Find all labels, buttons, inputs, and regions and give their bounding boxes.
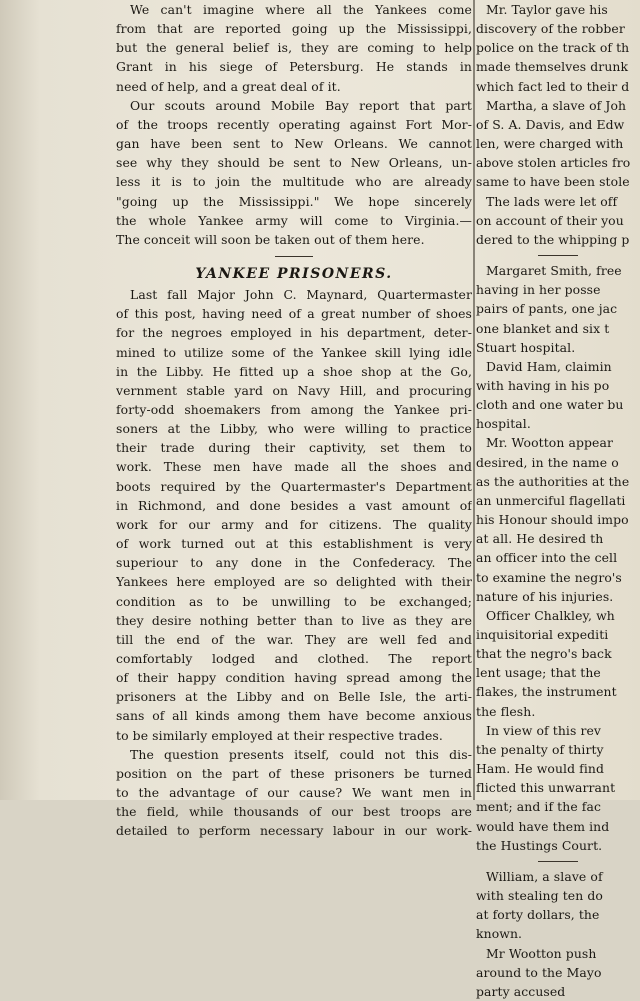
text-line: vernment stable yard on Navy Hill, and procuring [116,382,472,398]
text-line: In view of this rev [486,722,602,738]
text-line: made themselves drunk [476,59,629,75]
text-line: to be similarly employed at their respective trades. [116,727,443,743]
text-line: of their happy condition having spread among the [116,670,472,686]
paragraph-smith-ham [476,261,640,855]
text-line: boots required by the Quartermaster's Department [116,478,472,494]
text-line: nature of his injuries. [476,588,614,604]
text-line: at all. He desired th [476,531,604,547]
text-line: the field, while thousands of our best troops are [116,804,472,820]
text-line: The lads were let off [486,193,618,209]
text-line: of this post, having need of a great number of shoes [116,306,472,322]
text-line: mined to utilize some of the Yankee skill lying idle [116,344,472,360]
text-line: Grant in his siege of Petersburg. He stands in [116,59,472,75]
text-line: one blanket and six t [476,320,610,336]
text-line: in the Libby. He fitted up a shoe shop at the Go, [116,363,472,379]
text-line: "going up the Mississippi." We hope sincerely [116,193,472,209]
text-line: till the end of the war. They are well fed and [116,631,472,647]
text-line: Officer Chalkley, wh [486,607,615,623]
text-line: Margaret Smith, free [486,263,622,279]
text-line: of work turned out at this establishment is very [116,536,472,552]
text-line: David Ham, claimin [486,358,612,374]
text-line: detailed to perform necessary labour in our work- [116,823,472,839]
text-line: comfortably lodged and clothed. The report [116,651,472,666]
text-line: Mr. Taylor gave his [486,2,608,17]
text-line: that the negro's back [476,646,612,662]
text-line: The question presents itself, could not this dis- [130,746,472,762]
text-line: We can't imagine where all the Yankees come [130,2,472,17]
text-line: would have them ind [476,818,610,834]
text-line: having in her posse [476,282,601,298]
text-line: Martha, a slave of Joh [486,97,627,113]
text-line: inquisitorial expediti [476,627,609,642]
text-line: dered to the whipping p [476,231,630,247]
text-line: Ham. He would find [476,761,605,777]
text-line: William, a slave of [486,868,603,884]
text-line: work. These men have made all the shoes and [116,459,472,475]
paragraph-yankees-mississippi [116,0,472,96]
text-line: with stealing ten do [476,888,603,904]
text-line: around to the Mayo [476,964,602,980]
text-line: the Hustings Court. [476,837,603,853]
text-line: of the troops recently operating against Fort Mor- [116,116,472,132]
main-column [116,0,472,841]
text-line: at forty dollars, the [476,907,600,923]
text-line: gan have been sent to New Orleans. We cannot [116,136,472,152]
text-line: Mr Wootton push [486,945,597,961]
text-line: the penalty of thirty [476,741,604,757]
text-line: Our scouts around Mobile Bay report that part [130,97,472,113]
text-line: above stolen articles fro [476,155,631,171]
text-line: sans of all kinds among them have become anxious [116,708,472,724]
text-line: prisoners at the Libby and on Belle Isle, the arti- [116,689,472,705]
text-line: to the advantage of our cause? We want men in [116,785,472,801]
text-line: Stuart hospital. [476,339,576,355]
text-line: len, were charged with [476,136,624,152]
section-divider [538,255,578,256]
text-line: as the authorities at the [476,473,630,489]
text-line: an unmerciful flagellati [476,492,626,508]
text-line: condition as to be unwilling to be exchanged; [116,593,472,609]
text-line: flakes, the instrument [476,684,617,700]
text-line: from that are reported going up the Mississippi, [116,21,472,37]
text-line: forty-odd shoemakers from among the Yankee pri- [116,401,472,417]
text-line: Last fall Major John C. Maynard, Quartermaster [130,287,472,303]
text-line: an officer into the cell [476,550,618,566]
text-line: flicted this unwarrant [476,780,616,796]
paragraph-mobile-bay [116,96,472,249]
paragraph-shoe-shop [116,285,472,745]
text-line: need of help, and a great deal of it. [116,78,341,94]
paragraph-william [476,867,640,1001]
text-line: with having in his po [476,377,610,393]
article-heading: YANKEE PRISONERS. [195,266,393,283]
text-line: ment; and if the fac [476,799,602,815]
text-line: which fact led to their d [476,78,630,94]
column-rule [473,0,475,800]
text-line: Yankees here employed are so delighted with their [116,574,472,590]
text-line: lent usage; that the [476,665,601,681]
text-line: but the general belief is, they are coming to help [116,40,472,56]
text-line: hospital. [476,416,531,432]
text-line: the flesh. [476,703,536,719]
text-line: discovery of the robber [476,21,625,37]
text-line: to examine the negro's [476,569,622,585]
right-column [476,0,640,1001]
text-line: cloth and one water bu [476,397,624,413]
text-line: see why they should be sent to New Orleans, un- [116,155,472,171]
text-line: less it is to join the multitude who are already [116,174,472,190]
text-line: for the negroes employed in his department, deter- [116,325,472,341]
text-line: The conceit will soon be taken out of them here. [116,231,425,247]
text-line: known. [476,926,523,942]
text-line: position on the part of these prisoners be turned [116,765,472,781]
section-divider [538,861,578,862]
section-divider [275,256,313,257]
paragraph-taylor [476,0,640,249]
text-line: Mr. Wootton appear [486,435,613,451]
text-line: work for our army and for citizens. The quality [116,516,472,532]
text-line: pairs of pants, one jac [476,301,618,317]
text-line: of S. A. Davis, and Edw [476,116,625,132]
text-line: their trade during their captivity, set them to [116,440,472,456]
text-line: party accused [476,983,566,999]
text-line: police on the track of th [476,40,630,56]
text-line: soners at the Libby, who were willing to practice [116,421,472,437]
text-line: superiour to any done in the Confederacy. The [116,555,472,571]
text-line: in Richmond, and done besides a vast amount of [116,497,472,513]
text-line: they desire nothing better than to live as they are [116,612,472,628]
paragraph-question [116,745,472,841]
text-line: his Honour should impo [476,512,629,528]
text-line: desired, in the name o [476,454,619,470]
text-line: the whole Yankee army will come to Virginia.— [116,212,472,228]
text-line: same to have been stole [476,174,630,190]
text-line: on account of their you [476,212,624,228]
